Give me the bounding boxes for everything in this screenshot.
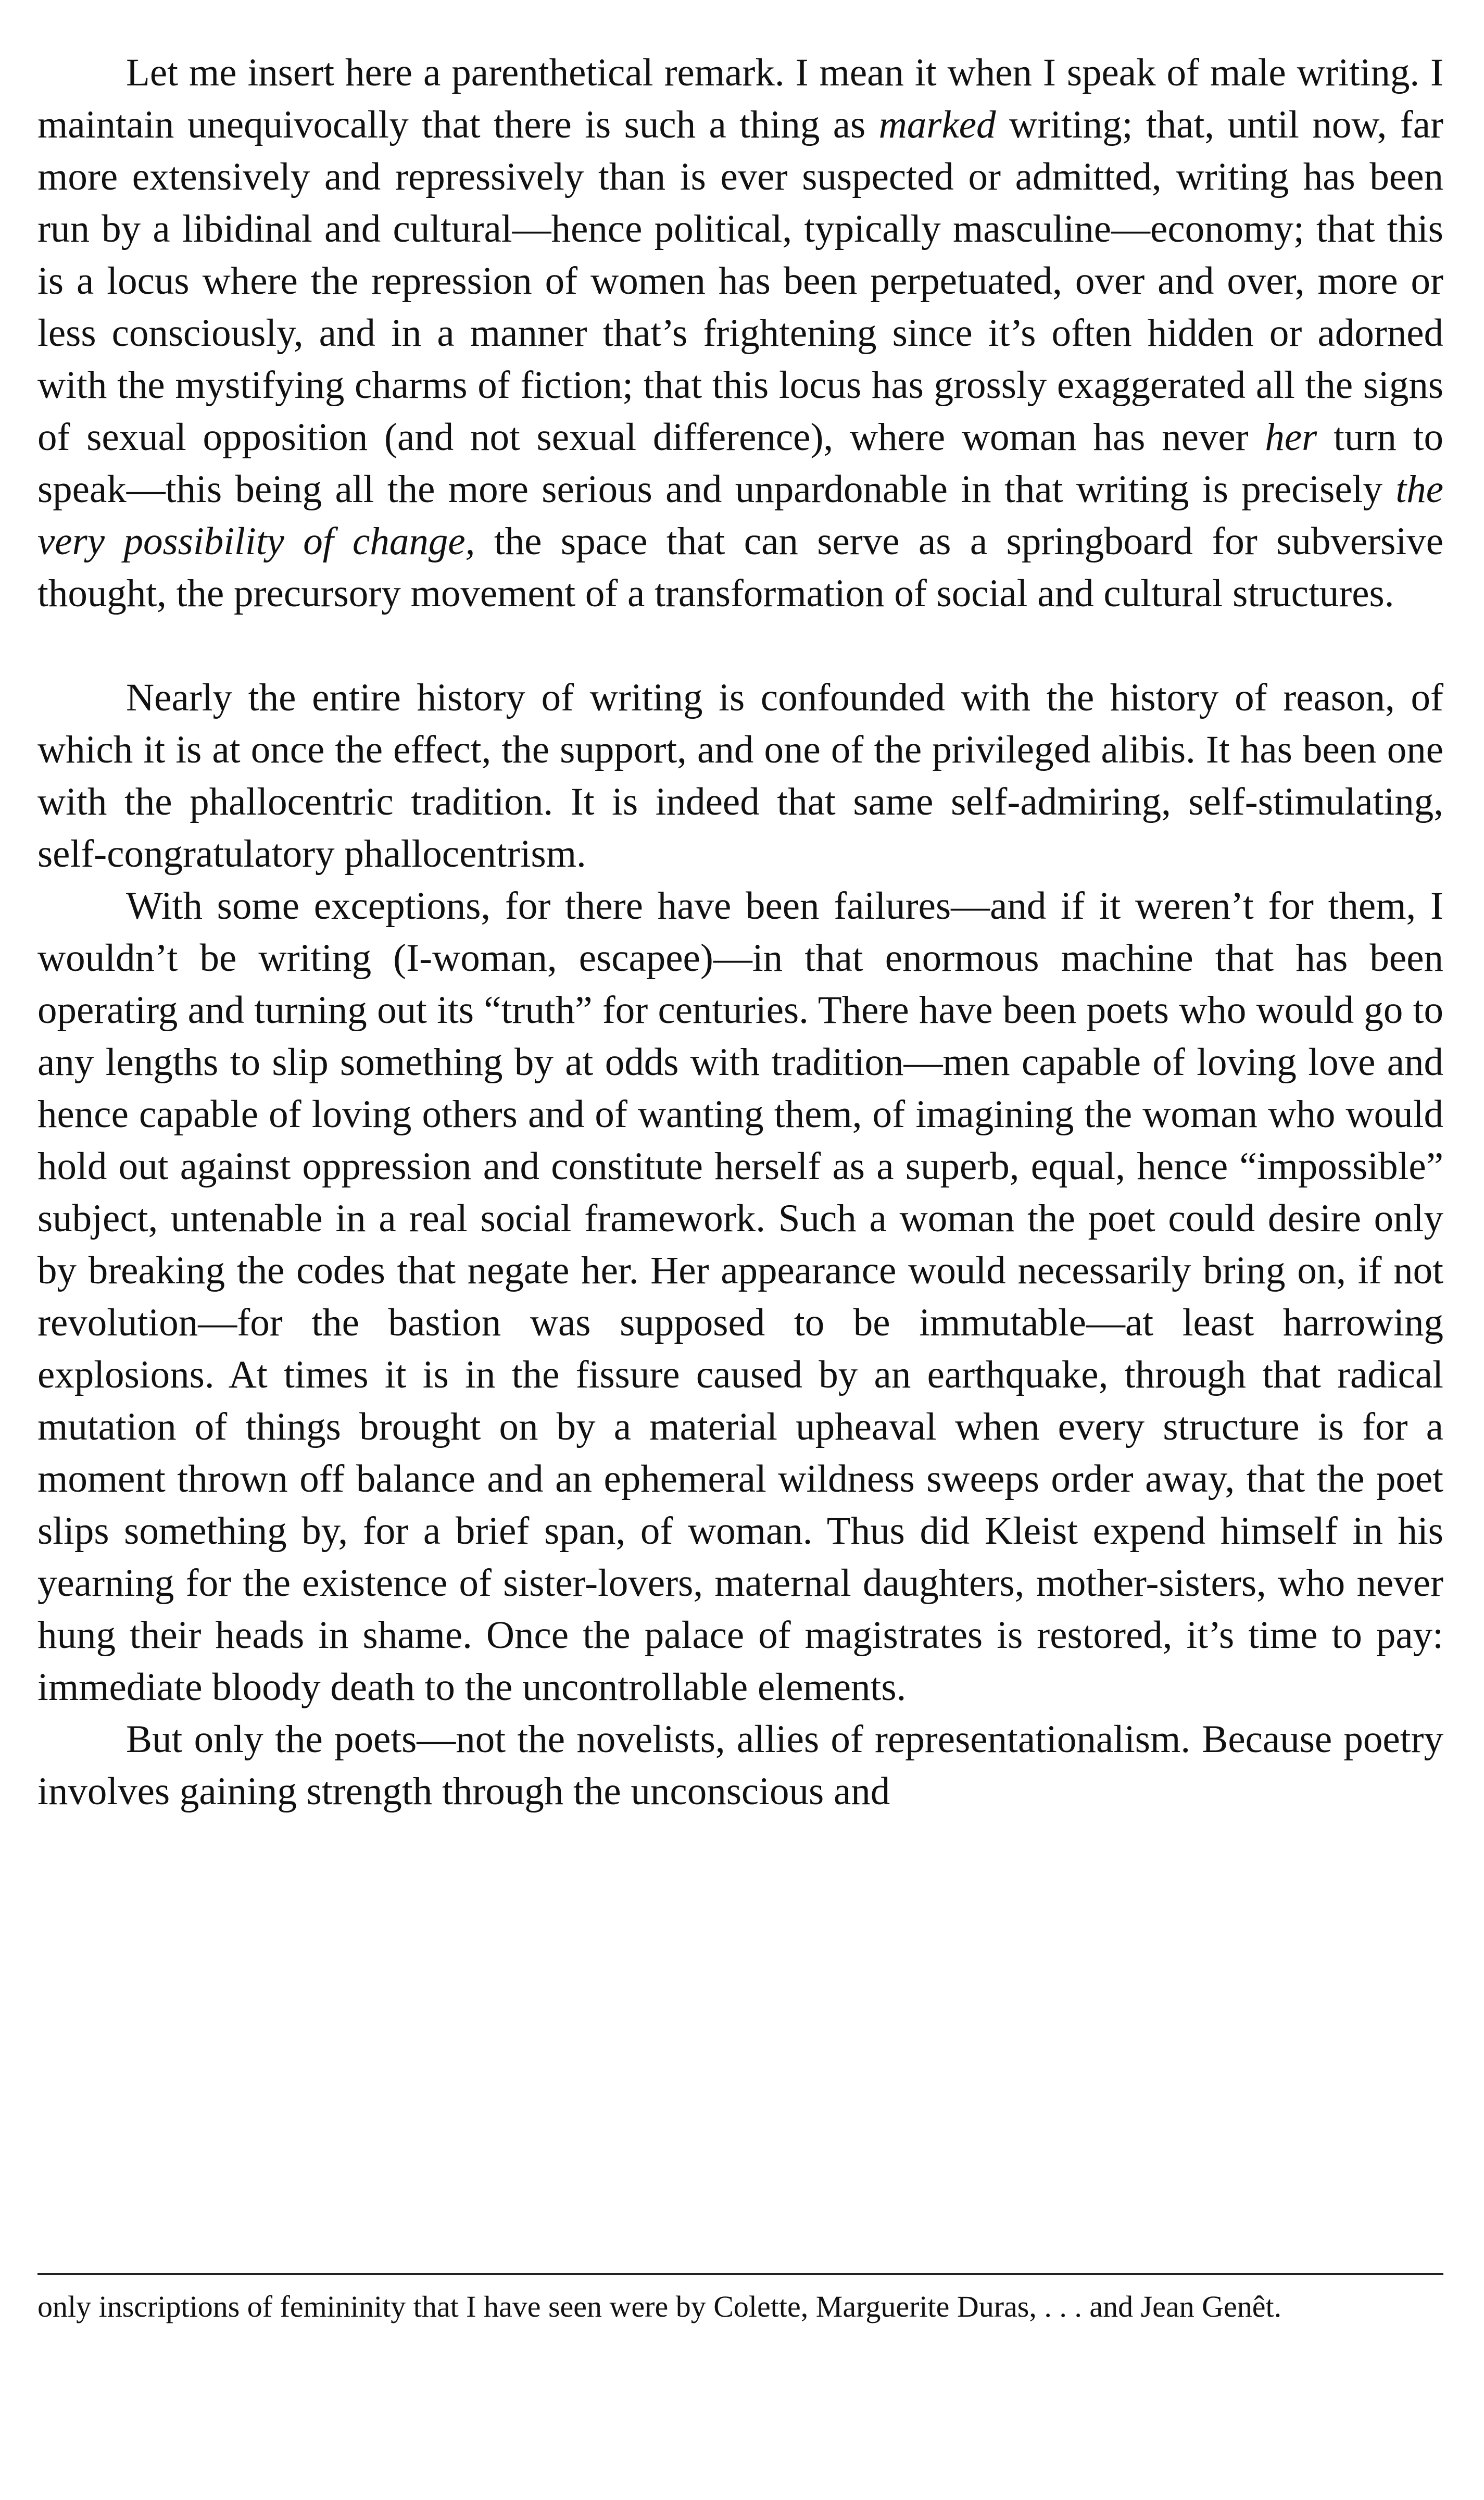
- paragraph-only-the-poets: But only the poets—not the novelists, allies of representationalism. Because poetry involves gaining strength through the unconscious and: [37, 1718, 1443, 1813]
- paragraph-parenthetical-remark: [37, 47, 1443, 620]
- emphasis-possibility-of-change: the very possibility of change,: [37, 468, 1443, 563]
- paragraph-history-of-writing: Nearly the entire history of writing is confounded with the history of reason, of which it is at once the effect, the support, and one of the privileged alibis. It has been one with the phallocentric tradition. It is indeed that same self-admiring, self-stimulating, self-congratulatory phallocentrism.: [37, 676, 1443, 876]
- page-body: [37, 47, 1443, 1818]
- paragraph-exceptions-poets: With some exceptions, for there have been failures—and if it weren’t for them, I wouldn’t be writing (I-woman, escapee)—in that enormous machine that has been operatirg and turning out its “truth” for centuries. There have been poets who would go to any lengths to slip something by at odds with tradition—men capable of loving love and hence capable of loving others and of wanting them, of imagining the woman who would hold out against oppression and constitute herself as a superb, equal, hence “impossible” subject, untenable in a real social framework. Such a woman the poet could desire only by breaking the codes that negate her. Her appearance would necessarily bring on, if not revolution—for the bastion was supposed to be immutable—at least harrowing explosions. At times it is in the fissure caused by an earthquake, through that radical mutation of things brought on by a material upheaval when every structure is for a moment thrown off balance and an ephemeral wildness sweeps order away, that the poet slips something by, for a brief span, of woman. Thus did Kleist expend himself in his yearning for the existence of sister-lovers, maternal daughters, mother-sisters, who never hung their heads in shame. Once the palace of magistrates is restored, it’s time to pay: immediate bloody death to the uncontrollable elements.: [37, 884, 1443, 1709]
- emphasis-marked: marked: [878, 103, 996, 146]
- footnote-divider: [37, 2273, 1443, 2275]
- paragraph-1-text-e: turn to speak—this being all the more serious and unpardonable in that writing is precisely: [37, 416, 1443, 511]
- paragraph-1-text-c: writing; that, until now, far more extensively and repressively than is ever suspected or admitted, writing has been run by a libidinal and cultural—hence political, typically masculine—economy; that this is a locus where the repression of women has been perpetuated, over and over, more or less consciously, and in a manner that’s frightening since it’s often hidden or adorned with the mystifying charms of fiction; that this locus has grossly exaggerated all the signs of sexual opposition (and not sexual difference), where woman has never: [37, 103, 1443, 459]
- emphasis-her: her: [1265, 416, 1317, 459]
- paragraph-1-text-g: the space that can serve as a springboard for subversive thought, the precursory movement of a transformation of social and cultural structures.: [37, 520, 1443, 615]
- paragraph-1-text-a: Let me insert here a parenthetical remark. I mean it when I speak of male writing. I maintain unequivocally that there is such a thing as: [37, 51, 1443, 146]
- footnote-text: only inscriptions of femininity that I have seen were by Colette, Marguerite Duras, . . . and Jean Genêt.: [37, 2290, 1282, 2323]
